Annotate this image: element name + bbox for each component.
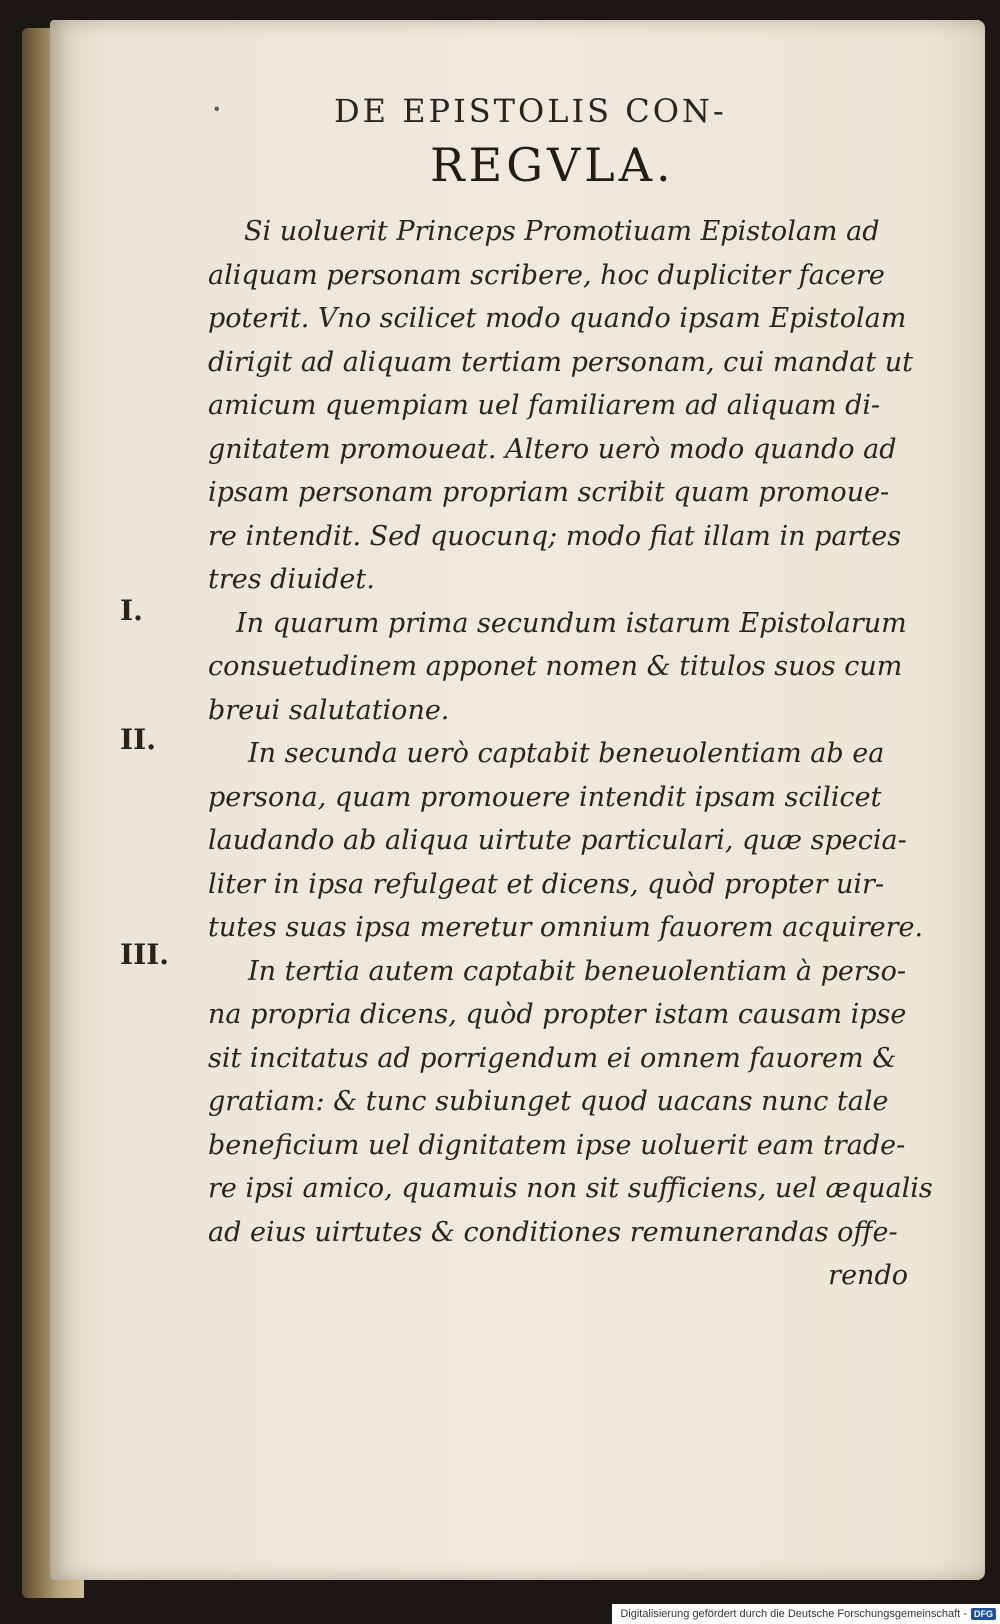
section-title: REGVLA. [430,138,675,192]
funding-footer [612,1604,1000,1624]
footer-text: Digitalisierung gefördert durch die Deutsche Forschungsgemeinschaft - [620,1608,967,1620]
text-line: sit incitatus ad porrigendum ei omnem fauorem & [208,1042,897,1074]
section-numeral-1: I. [120,594,143,627]
text-line: poterit. Vno scilicet modo quando ipsam Epistolam [208,303,907,334]
text-line: beneficium uel dignitatem ipse uoluerit eam trade- [208,1129,906,1161]
text-line: re ipsi amico, quamuis non sit sufficiens, uel æqualis [208,1173,933,1204]
text-line: ipsam personam propriam scribit quam promoue- [208,477,890,508]
text-line: breui salutatione. [208,694,450,726]
text-line: persona, quam promouere intendit ipsam scilicet [208,781,882,813]
dfg-logo-icon: DFG [971,1608,996,1620]
text-line: aliquam personam scribere, hoc dupliciter facere [208,259,885,291]
text-line: tutes suas ipsa meretur omnium fauorem acquirere. [208,912,924,943]
section-numeral-2: II. [120,723,156,756]
text-line: In secunda uerò captabit beneuolentiam ab ea [248,738,885,769]
text-line: na propria dicens, quòd propter istam causam ipse [208,999,907,1030]
text-line: laudando ab aliqua uirtute particulari, quæ specia- [208,825,907,856]
text-line: re intendit. Sed quocunq; modo fiat illam in partes [208,520,902,552]
text-line: ad eius uirtutes & conditiones remunerandas offe- [208,1216,898,1248]
text-line: tres diuidet. [208,564,375,595]
text-line: liter in ipsa refulgeat et dicens, quòd propter uir- [208,868,885,900]
text-line: gratiam: & tunc subiunget quod uacans nunc tale [208,1086,889,1117]
text-line: dirigit ad aliquam tertiam personam, cui mandat ut [208,346,914,378]
ink-mark-decoration: • [212,100,222,119]
text-line: amicum quempiam uel familiarem ad aliquam di- [208,390,881,421]
catchword: rendo [828,1260,908,1291]
text-line: In tertia autem captabit beneuolentiam à perso- [248,955,906,987]
text-line: gnitatem promoueat. Altero uerò modo quando ad [208,433,897,465]
text-line: Si uoluerit Princeps Promotiuam Epistolam ad [244,216,880,247]
text-line: consuetudinem apponet nomen & titulos suos cum [208,651,903,682]
running-head: DE EPISTOLIS CON- [334,92,727,130]
body-text [208,210,933,1298]
section-numeral-3: III. [120,938,170,971]
text-line: In quarum prima secundum istarum Epistolarum [236,607,907,639]
